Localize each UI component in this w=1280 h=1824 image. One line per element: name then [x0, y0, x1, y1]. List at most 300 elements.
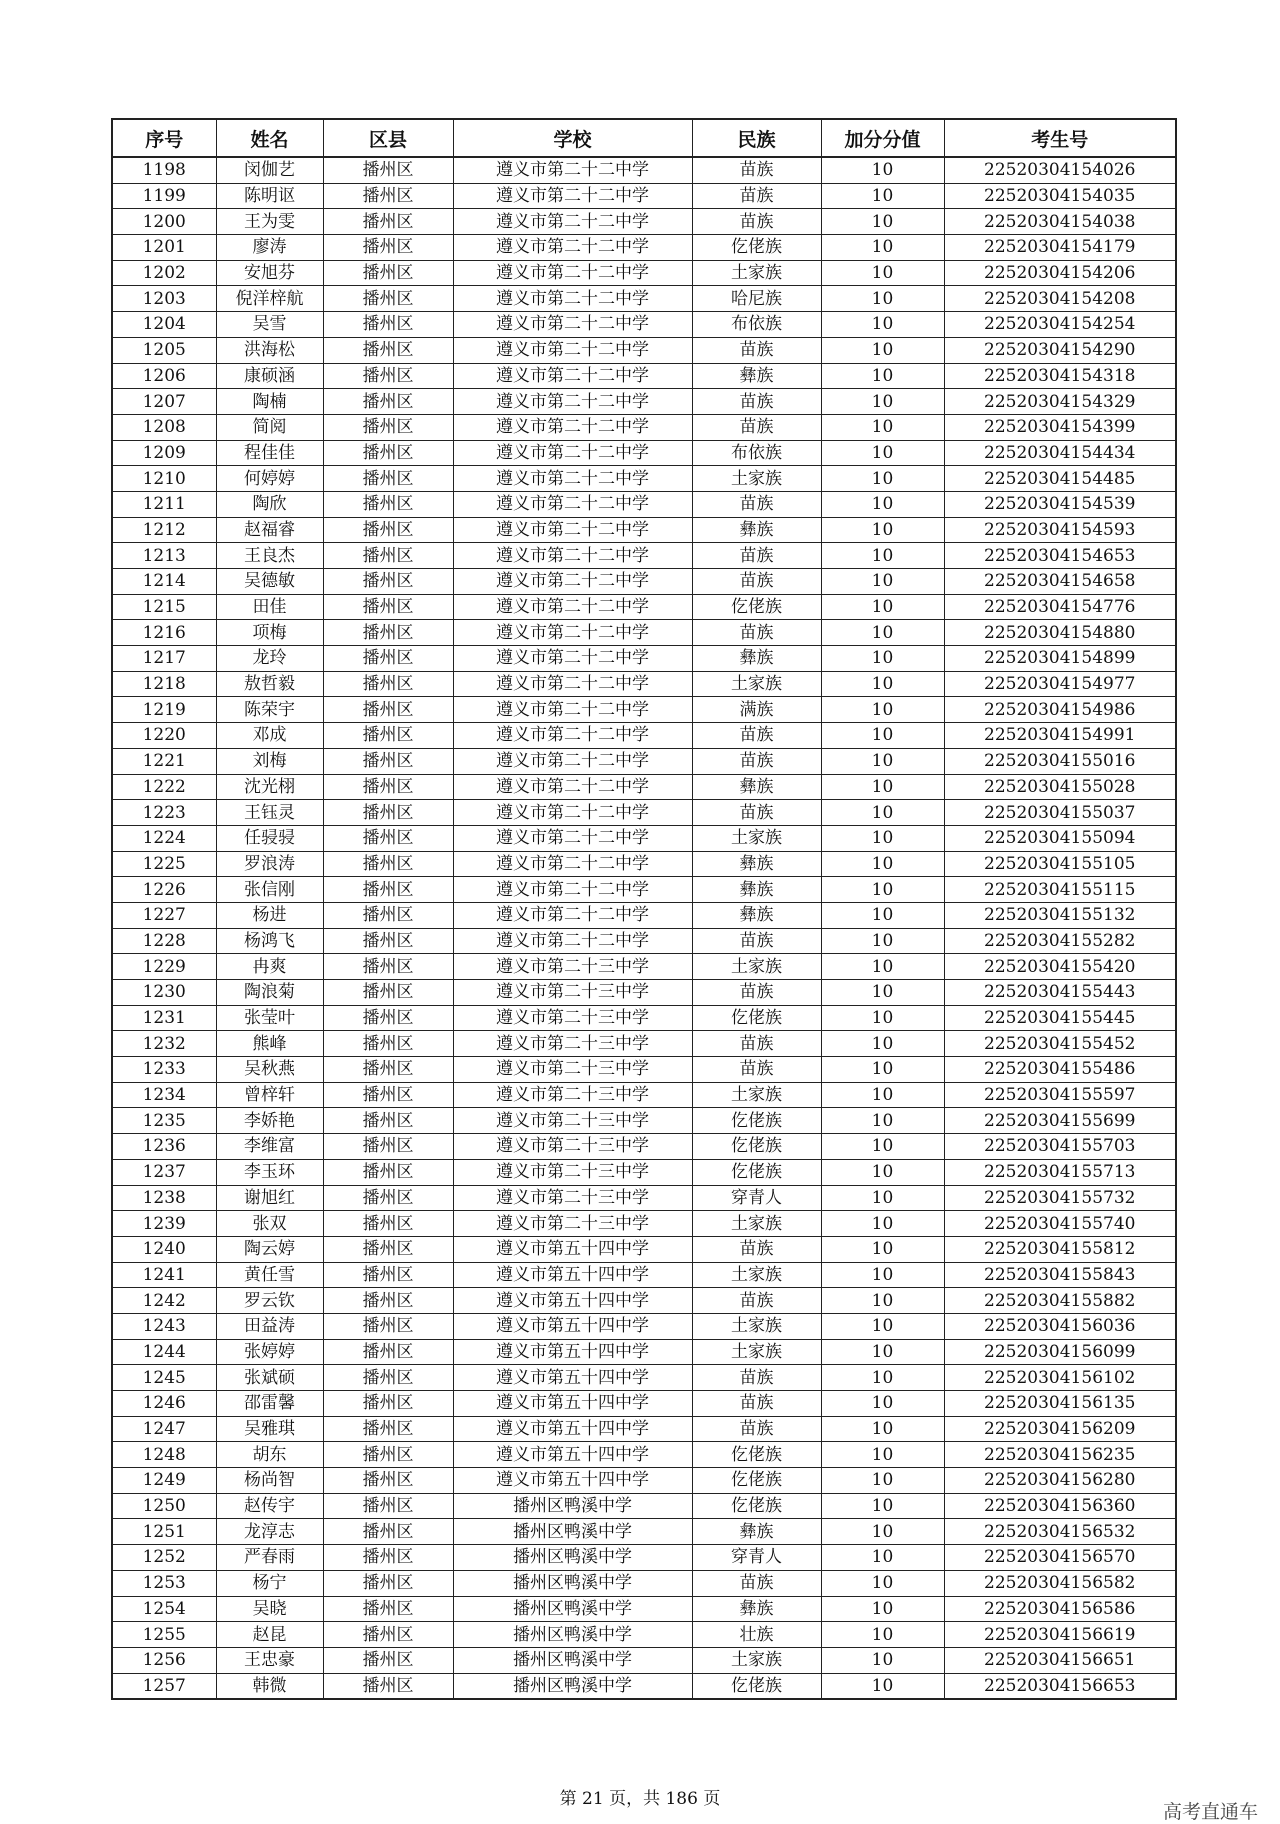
cell-name: 张双	[216, 1211, 323, 1237]
cell-ethnicity: 仡佬族	[692, 1468, 821, 1494]
cell-index: 1231	[112, 1005, 216, 1031]
cell-ethnicity: 土家族	[692, 1262, 821, 1288]
cell-index: 1256	[112, 1647, 216, 1673]
cell-index: 1236	[112, 1134, 216, 1160]
cell-district: 播州区	[323, 157, 453, 183]
cell-name: 康硕涵	[216, 363, 323, 389]
cell-school: 遵义市第二十二中学	[453, 517, 692, 543]
cell-school: 遵义市第五十四中学	[453, 1416, 692, 1442]
cell-index: 1224	[112, 825, 216, 851]
table-row	[112, 312, 1176, 338]
cell-exam-id: 22520304156099	[944, 1339, 1176, 1365]
table-row	[112, 1108, 1176, 1134]
cell-name: 韩微	[216, 1673, 323, 1699]
cell-name: 冉爽	[216, 954, 323, 980]
table-row	[112, 851, 1176, 877]
cell-ethnicity: 哈尼族	[692, 286, 821, 312]
cell-exam-id: 22520304154290	[944, 337, 1176, 363]
table-row	[112, 1442, 1176, 1468]
cell-name: 张莹叶	[216, 1005, 323, 1031]
cell-index: 1235	[112, 1108, 216, 1134]
cell-bonus: 10	[821, 1493, 944, 1519]
cell-index: 1243	[112, 1313, 216, 1339]
cell-district: 播州区	[323, 646, 453, 672]
cell-school: 播州区鸭溪中学	[453, 1622, 692, 1648]
cell-exam-id: 22520304154485	[944, 466, 1176, 492]
cell-district: 播州区	[323, 491, 453, 517]
cell-district: 播州区	[323, 1622, 453, 1648]
cell-district: 播州区	[323, 1108, 453, 1134]
cell-district: 播州区	[323, 1442, 453, 1468]
cell-school: 遵义市第五十四中学	[453, 1391, 692, 1417]
cell-district: 播州区	[323, 183, 453, 209]
cell-index: 1212	[112, 517, 216, 543]
cell-ethnicity: 苗族	[692, 157, 821, 183]
cell-index: 1238	[112, 1185, 216, 1211]
table-row	[112, 414, 1176, 440]
col-header-ethnicity: 民族	[692, 119, 821, 157]
cell-school: 播州区鸭溪中学	[453, 1570, 692, 1596]
cell-index: 1207	[112, 389, 216, 415]
cell-name: 田益涛	[216, 1313, 323, 1339]
cell-district: 播州区	[323, 1339, 453, 1365]
cell-ethnicity: 彝族	[692, 851, 821, 877]
cell-bonus: 10	[821, 337, 944, 363]
cell-bonus: 10	[821, 774, 944, 800]
cell-exam-id: 22520304155732	[944, 1185, 1176, 1211]
cell-school: 遵义市第五十四中学	[453, 1262, 692, 1288]
cell-index: 1240	[112, 1236, 216, 1262]
cell-district: 播州区	[323, 697, 453, 723]
table-row	[112, 1288, 1176, 1314]
cell-district: 播州区	[323, 235, 453, 261]
cell-ethnicity: 土家族	[692, 825, 821, 851]
cell-district: 播州区	[323, 1057, 453, 1083]
col-header-school: 学校	[453, 119, 692, 157]
cell-exam-id: 22520304155452	[944, 1031, 1176, 1057]
cell-ethnicity: 土家族	[692, 954, 821, 980]
cell-school: 遵义市第五十四中学	[453, 1313, 692, 1339]
cell-name: 简阅	[216, 414, 323, 440]
table-row	[112, 209, 1176, 235]
cell-ethnicity: 彝族	[692, 774, 821, 800]
cell-name: 罗云钦	[216, 1288, 323, 1314]
cell-index: 1253	[112, 1570, 216, 1596]
table-row	[112, 1545, 1176, 1571]
cell-name: 陶浪菊	[216, 980, 323, 1006]
cell-district: 播州区	[323, 1545, 453, 1571]
cell-school: 遵义市第五十四中学	[453, 1288, 692, 1314]
cell-ethnicity: 苗族	[692, 1416, 821, 1442]
cell-bonus: 10	[821, 1442, 944, 1468]
cell-bonus: 10	[821, 1468, 944, 1494]
cell-index: 1247	[112, 1416, 216, 1442]
cell-district: 播州区	[323, 1236, 453, 1262]
cell-name: 程佳佳	[216, 440, 323, 466]
cell-index: 1228	[112, 928, 216, 954]
cell-name: 吴秋燕	[216, 1057, 323, 1083]
cell-name: 李娇艳	[216, 1108, 323, 1134]
cell-district: 播州区	[323, 517, 453, 543]
cell-exam-id: 22520304155713	[944, 1159, 1176, 1185]
cell-bonus: 10	[821, 1288, 944, 1314]
cell-exam-id: 22520304155132	[944, 902, 1176, 928]
cell-bonus: 10	[821, 954, 944, 980]
cell-school: 遵义市第二十三中学	[453, 1005, 692, 1031]
table-row	[112, 440, 1176, 466]
cell-name: 胡东	[216, 1442, 323, 1468]
cell-name: 邓成	[216, 723, 323, 749]
cell-school: 遵义市第二十二中学	[453, 851, 692, 877]
cell-district: 播州区	[323, 1647, 453, 1673]
cell-index: 1225	[112, 851, 216, 877]
cell-exam-id: 22520304154899	[944, 646, 1176, 672]
cell-ethnicity: 苗族	[692, 1057, 821, 1083]
cell-exam-id: 22520304154539	[944, 491, 1176, 517]
cell-index: 1199	[112, 183, 216, 209]
cell-district: 播州区	[323, 389, 453, 415]
cell-exam-id: 22520304155699	[944, 1108, 1176, 1134]
cell-index: 1217	[112, 646, 216, 672]
cell-district: 播州区	[323, 1365, 453, 1391]
cell-bonus: 10	[821, 902, 944, 928]
cell-ethnicity: 土家族	[692, 260, 821, 286]
table-row	[112, 1236, 1176, 1262]
cell-school: 遵义市第五十四中学	[453, 1442, 692, 1468]
cell-district: 播州区	[323, 877, 453, 903]
bonus-points-table	[111, 118, 1177, 1700]
cell-name: 闵伽艺	[216, 157, 323, 183]
cell-index: 1232	[112, 1031, 216, 1057]
cell-district: 播州区	[323, 1468, 453, 1494]
cell-index: 1239	[112, 1211, 216, 1237]
cell-school: 遵义市第二十三中学	[453, 1211, 692, 1237]
cell-district: 播州区	[323, 1211, 453, 1237]
cell-exam-id: 22520304154658	[944, 569, 1176, 595]
cell-ethnicity: 土家族	[692, 1313, 821, 1339]
cell-ethnicity: 彝族	[692, 877, 821, 903]
cell-index: 1226	[112, 877, 216, 903]
watermark: 高考直通车	[1162, 1801, 1258, 1823]
cell-name: 张信刚	[216, 877, 323, 903]
cell-bonus: 10	[821, 1262, 944, 1288]
col-header-name: 姓名	[216, 119, 323, 157]
cell-district: 播州区	[323, 440, 453, 466]
cell-exam-id: 22520304154986	[944, 697, 1176, 723]
cell-bonus: 10	[821, 1365, 944, 1391]
table-row	[112, 1185, 1176, 1211]
cell-exam-id: 22520304156235	[944, 1442, 1176, 1468]
cell-bonus: 10	[821, 1057, 944, 1083]
cell-ethnicity: 土家族	[692, 1211, 821, 1237]
cell-name: 严春雨	[216, 1545, 323, 1571]
cell-bonus: 10	[821, 1134, 944, 1160]
cell-district: 播州区	[323, 1134, 453, 1160]
table-row	[112, 671, 1176, 697]
cell-school: 遵义市第二十二中学	[453, 594, 692, 620]
cell-exam-id: 22520304155843	[944, 1262, 1176, 1288]
cell-name: 敖哲毅	[216, 671, 323, 697]
cell-ethnicity: 仡佬族	[692, 1159, 821, 1185]
cell-bonus: 10	[821, 1005, 944, 1031]
table-row	[112, 1134, 1176, 1160]
cell-bonus: 10	[821, 1391, 944, 1417]
cell-exam-id: 22520304154776	[944, 594, 1176, 620]
table-row	[112, 1673, 1176, 1699]
cell-index: 1213	[112, 543, 216, 569]
cell-ethnicity: 布依族	[692, 440, 821, 466]
cell-school: 遵义市第二十三中学	[453, 1159, 692, 1185]
cell-exam-id: 22520304155703	[944, 1134, 1176, 1160]
table-row	[112, 620, 1176, 646]
cell-school: 遵义市第二十二中学	[453, 825, 692, 851]
table-row	[112, 877, 1176, 903]
cell-bonus: 10	[821, 877, 944, 903]
cell-index: 1227	[112, 902, 216, 928]
cell-ethnicity: 布依族	[692, 312, 821, 338]
cell-district: 播州区	[323, 1519, 453, 1545]
cell-bonus: 10	[821, 1031, 944, 1057]
cell-name: 邵雷馨	[216, 1391, 323, 1417]
cell-ethnicity: 土家族	[692, 1339, 821, 1365]
table-row	[112, 1159, 1176, 1185]
table-row	[112, 697, 1176, 723]
cell-district: 播州区	[323, 209, 453, 235]
cell-school: 遵义市第五十四中学	[453, 1365, 692, 1391]
cell-index: 1255	[112, 1622, 216, 1648]
cell-exam-id: 22520304156651	[944, 1647, 1176, 1673]
cell-ethnicity: 苗族	[692, 1236, 821, 1262]
cell-name: 李玉环	[216, 1159, 323, 1185]
cell-bonus: 10	[821, 851, 944, 877]
cell-school: 遵义市第二十二中学	[453, 877, 692, 903]
table-row	[112, 954, 1176, 980]
cell-name: 熊峰	[216, 1031, 323, 1057]
cell-ethnicity: 苗族	[692, 1365, 821, 1391]
cell-school: 播州区鸭溪中学	[453, 1519, 692, 1545]
cell-school: 遵义市第五十四中学	[453, 1468, 692, 1494]
cell-school: 遵义市第二十三中学	[453, 1108, 692, 1134]
table-row	[112, 1570, 1176, 1596]
cell-name: 项梅	[216, 620, 323, 646]
cell-school: 播州区鸭溪中学	[453, 1673, 692, 1699]
cell-school: 遵义市第二十三中学	[453, 954, 692, 980]
cell-ethnicity: 苗族	[692, 1288, 821, 1314]
table-row	[112, 1519, 1176, 1545]
cell-name: 陈荣宇	[216, 697, 323, 723]
cell-school: 遵义市第二十二中学	[453, 337, 692, 363]
cell-index: 1234	[112, 1082, 216, 1108]
cell-ethnicity: 土家族	[692, 1082, 821, 1108]
cell-exam-id: 22520304155094	[944, 825, 1176, 851]
cell-bonus: 10	[821, 466, 944, 492]
cell-ethnicity: 苗族	[692, 1391, 821, 1417]
cell-district: 播州区	[323, 1673, 453, 1699]
cell-index: 1246	[112, 1391, 216, 1417]
cell-index: 1251	[112, 1519, 216, 1545]
cell-school: 遵义市第二十二中学	[453, 748, 692, 774]
cell-bonus: 10	[821, 183, 944, 209]
cell-bonus: 10	[821, 1236, 944, 1262]
table-row	[112, 748, 1176, 774]
cell-exam-id: 22520304155882	[944, 1288, 1176, 1314]
cell-exam-id: 22520304154254	[944, 312, 1176, 338]
cell-index: 1242	[112, 1288, 216, 1314]
cell-index: 1233	[112, 1057, 216, 1083]
table-row	[112, 286, 1176, 312]
cell-index: 1198	[112, 157, 216, 183]
cell-bonus: 10	[821, 363, 944, 389]
cell-bonus: 10	[821, 671, 944, 697]
cell-name: 吴雅琪	[216, 1416, 323, 1442]
table-row	[112, 1339, 1176, 1365]
cell-district: 播州区	[323, 594, 453, 620]
cell-school: 遵义市第二十二中学	[453, 157, 692, 183]
cell-exam-id: 22520304154977	[944, 671, 1176, 697]
cell-ethnicity: 苗族	[692, 928, 821, 954]
cell-school: 遵义市第二十二中学	[453, 466, 692, 492]
table-row	[112, 235, 1176, 261]
cell-bonus: 10	[821, 235, 944, 261]
cell-exam-id: 22520304154434	[944, 440, 1176, 466]
cell-name: 杨鸿飞	[216, 928, 323, 954]
cell-exam-id: 22520304156102	[944, 1365, 1176, 1391]
cell-ethnicity: 土家族	[692, 466, 821, 492]
cell-bonus: 10	[821, 1159, 944, 1185]
cell-district: 播州区	[323, 363, 453, 389]
cell-exam-id: 22520304155443	[944, 980, 1176, 1006]
table-row	[112, 594, 1176, 620]
cell-bonus: 10	[821, 825, 944, 851]
cell-school: 遵义市第二十二中学	[453, 286, 692, 312]
cell-ethnicity: 苗族	[692, 389, 821, 415]
cell-bonus: 10	[821, 1416, 944, 1442]
cell-bonus: 10	[821, 748, 944, 774]
cell-exam-id: 22520304155597	[944, 1082, 1176, 1108]
cell-ethnicity: 苗族	[692, 1031, 821, 1057]
cell-name: 陶楠	[216, 389, 323, 415]
table-row	[112, 1365, 1176, 1391]
cell-exam-id: 22520304156036	[944, 1313, 1176, 1339]
cell-district: 播州区	[323, 286, 453, 312]
cell-bonus: 10	[821, 1108, 944, 1134]
cell-bonus: 10	[821, 800, 944, 826]
cell-ethnicity: 彝族	[692, 517, 821, 543]
cell-index: 1202	[112, 260, 216, 286]
cell-district: 播州区	[323, 312, 453, 338]
cell-index: 1210	[112, 466, 216, 492]
cell-bonus: 10	[821, 569, 944, 595]
cell-bonus: 10	[821, 1596, 944, 1622]
cell-school: 遵义市第二十二中学	[453, 671, 692, 697]
table-row	[112, 800, 1176, 826]
cell-school: 遵义市第二十二中学	[453, 569, 692, 595]
cell-name: 廖涛	[216, 235, 323, 261]
cell-bonus: 10	[821, 1570, 944, 1596]
table-row	[112, 1031, 1176, 1057]
cell-district: 播州区	[323, 1262, 453, 1288]
cell-exam-id: 22520304154653	[944, 543, 1176, 569]
cell-index: 1244	[112, 1339, 216, 1365]
table-row	[112, 1391, 1176, 1417]
cell-name: 陶欣	[216, 491, 323, 517]
cell-name: 洪海松	[216, 337, 323, 363]
cell-index: 1252	[112, 1545, 216, 1571]
cell-exam-id: 22520304156135	[944, 1391, 1176, 1417]
cell-school: 遵义市第二十二中学	[453, 697, 692, 723]
cell-bonus: 10	[821, 1545, 944, 1571]
cell-index: 1206	[112, 363, 216, 389]
col-header-district: 区县	[323, 119, 453, 157]
cell-ethnicity: 彝族	[692, 1519, 821, 1545]
table-row	[112, 569, 1176, 595]
cell-index: 1223	[112, 800, 216, 826]
cell-index: 1214	[112, 569, 216, 595]
cell-exam-id: 22520304154038	[944, 209, 1176, 235]
cell-ethnicity: 满族	[692, 697, 821, 723]
cell-school: 遵义市第二十二中学	[453, 620, 692, 646]
cell-ethnicity: 仡佬族	[692, 1005, 821, 1031]
cell-district: 播州区	[323, 723, 453, 749]
cell-school: 遵义市第二十三中学	[453, 1057, 692, 1083]
cell-name: 龙玲	[216, 646, 323, 672]
cell-bonus: 10	[821, 209, 944, 235]
cell-ethnicity: 仡佬族	[692, 235, 821, 261]
cell-exam-id: 22520304155740	[944, 1211, 1176, 1237]
cell-bonus: 10	[821, 1673, 944, 1699]
table-row	[112, 1057, 1176, 1083]
cell-name: 吴雪	[216, 312, 323, 338]
cell-exam-id: 22520304155812	[944, 1236, 1176, 1262]
table-row	[112, 1596, 1176, 1622]
cell-index: 1254	[112, 1596, 216, 1622]
cell-exam-id: 22520304156532	[944, 1519, 1176, 1545]
cell-bonus: 10	[821, 1082, 944, 1108]
cell-index: 1237	[112, 1159, 216, 1185]
cell-ethnicity: 苗族	[692, 491, 821, 517]
cell-name: 陶云婷	[216, 1236, 323, 1262]
cell-school: 遵义市第二十二中学	[453, 312, 692, 338]
cell-exam-id: 22520304155486	[944, 1057, 1176, 1083]
cell-index: 1249	[112, 1468, 216, 1494]
cell-school: 遵义市第二十二中学	[453, 800, 692, 826]
cell-bonus: 10	[821, 980, 944, 1006]
cell-school: 遵义市第二十二中学	[453, 183, 692, 209]
cell-name: 倪洋梓航	[216, 286, 323, 312]
cell-bonus: 10	[821, 1647, 944, 1673]
cell-ethnicity: 仡佬族	[692, 1108, 821, 1134]
cell-bonus: 10	[821, 1339, 944, 1365]
table-row	[112, 466, 1176, 492]
cell-ethnicity: 苗族	[692, 723, 821, 749]
cell-school: 遵义市第二十二中学	[453, 209, 692, 235]
table-row	[112, 1622, 1176, 1648]
table-row	[112, 774, 1176, 800]
cell-bonus: 10	[821, 543, 944, 569]
cell-name: 李维富	[216, 1134, 323, 1160]
table-row	[112, 543, 1176, 569]
table-body	[112, 157, 1176, 1699]
table-row	[112, 389, 1176, 415]
cell-ethnicity: 苗族	[692, 800, 821, 826]
cell-bonus: 10	[821, 697, 944, 723]
cell-ethnicity: 仡佬族	[692, 594, 821, 620]
cell-bonus: 10	[821, 517, 944, 543]
cell-bonus: 10	[821, 157, 944, 183]
cell-ethnicity: 苗族	[692, 748, 821, 774]
cell-ethnicity: 苗族	[692, 980, 821, 1006]
table-row	[112, 337, 1176, 363]
